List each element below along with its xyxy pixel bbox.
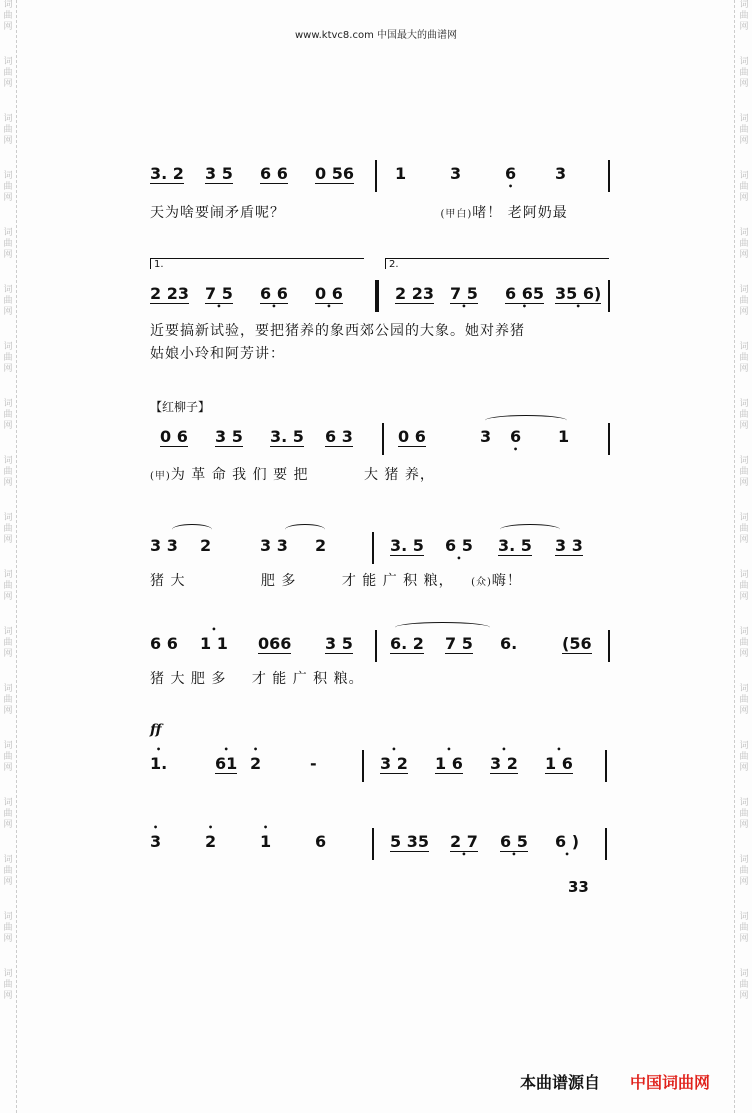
- left-dashed-rule: [16, 0, 18, 1113]
- note-group: (56: [562, 634, 592, 653]
- side-watermark: 词 曲 网: [3, 114, 13, 146]
- side-watermark: 词 曲 网: [3, 342, 13, 374]
- note-group: 3. 5: [498, 536, 532, 555]
- note-group: • 1 6: [545, 754, 573, 774]
- note: • 1.: [150, 754, 167, 773]
- barline: [608, 160, 610, 192]
- barline: [372, 532, 374, 564]
- right-watermark-strip: [738, 0, 750, 1113]
- staff-line-5: [150, 630, 610, 664]
- note: 3: [555, 164, 567, 183]
- side-watermark: 词 曲 网: [3, 228, 13, 260]
- note: 2: [200, 536, 212, 555]
- lyric-text: 猪 大 肥 多: [150, 671, 227, 687]
- staff-line-3: [150, 423, 610, 457]
- slur: [485, 415, 567, 426]
- speaker-tag: (甲白): [440, 209, 473, 220]
- side-watermark: 词 曲 网: [3, 171, 13, 203]
- note-group: 3 5: [325, 634, 353, 653]
- side-watermark: 词 曲 网: [3, 627, 13, 659]
- note: 6 ) •: [555, 832, 579, 851]
- site-name[interactable]: 中国词曲网: [630, 1073, 711, 1092]
- lyric-text: 肥 多: [260, 573, 297, 589]
- note-group: 7 5 •: [205, 284, 233, 304]
- lyric-line: [150, 464, 435, 484]
- note: 2: [315, 536, 327, 555]
- lyric-text: 啫！ 老阿奶最: [472, 205, 568, 221]
- staff-line-1: [150, 160, 610, 194]
- note: 3: [450, 164, 462, 183]
- dynamic-marking: ff: [150, 722, 162, 738]
- lyric-text: 才 能 广 积 粮。: [251, 671, 364, 687]
- side-watermark: 词 曲 网: [3, 513, 13, 545]
- dash: -: [310, 754, 317, 773]
- side-watermark: 词 曲 网: [739, 513, 749, 545]
- side-watermark: 词 曲 网: [739, 57, 749, 89]
- note-group: • 3 2: [490, 754, 518, 774]
- lyric-line: [150, 202, 568, 222]
- note: 1: [395, 164, 407, 183]
- right-dashed-rule: [734, 0, 736, 1113]
- side-watermark: 词 曲 网: [739, 969, 749, 1001]
- note-group: • 1 1: [200, 634, 228, 653]
- note: 3: [480, 427, 492, 446]
- lyric-text: 为 革 命 我 们 要 把: [170, 467, 309, 483]
- note: • 2: [205, 832, 216, 851]
- note-group: 6 65 •: [505, 284, 544, 304]
- side-watermark: 词 曲 网: [739, 855, 749, 887]
- volta-2: 2.: [385, 258, 609, 269]
- staff-line-7: [150, 828, 610, 862]
- note-group: • 3 2: [380, 754, 408, 774]
- side-watermark: 词 曲 网: [3, 0, 13, 32]
- note-group: 35 6) •: [555, 284, 601, 304]
- slur: [500, 524, 560, 535]
- note-group: • 61: [215, 754, 237, 774]
- note: 6 •: [505, 164, 516, 183]
- note-group: 0 6: [160, 427, 188, 446]
- lyric-text: 嗨！: [491, 573, 522, 589]
- barline: [605, 750, 607, 782]
- staff-line-6: [150, 750, 610, 784]
- slur: [395, 622, 490, 633]
- note-group: 3 5: [215, 427, 243, 446]
- note: 6.: [500, 634, 518, 653]
- note-group: 7 5 •: [450, 284, 478, 304]
- left-watermark-strip: [2, 0, 14, 1113]
- barline: [382, 423, 384, 455]
- side-watermark: 词 曲 网: [3, 399, 13, 431]
- side-watermark: 词 曲 网: [3, 741, 13, 773]
- side-watermark: 词 曲 网: [739, 912, 749, 944]
- lyric-line: 近要搞新试验，要把猪养的象西郊公园的大象。她对养猪: [150, 323, 525, 339]
- side-watermark: 词 曲 网: [3, 969, 13, 1001]
- barline: [608, 630, 610, 662]
- side-watermark: 词 曲 网: [3, 285, 13, 317]
- note-group: 3. 2: [150, 164, 184, 183]
- repeat-barline: [375, 280, 379, 312]
- side-watermark: 词 曲 网: [3, 57, 13, 89]
- lyric-line: [150, 668, 364, 688]
- side-watermark: 词 曲 网: [739, 114, 749, 146]
- note-group: 6 5 •: [445, 536, 473, 555]
- side-watermark: 词 曲 网: [739, 399, 749, 431]
- note-group: 3. 5: [390, 536, 424, 555]
- lyric-text: 才 能 广 积 粮，: [341, 573, 454, 589]
- note-group: 2 23: [395, 284, 434, 303]
- side-watermark: 词 曲 网: [739, 171, 749, 203]
- side-watermark: 词 曲 网: [739, 798, 749, 830]
- barline: [375, 160, 377, 192]
- note: 1: [558, 427, 570, 446]
- lyric-text: 大 猪 养，: [363, 467, 435, 483]
- speaker-tag: (甲): [150, 471, 171, 482]
- barline: [372, 828, 374, 860]
- note-group: 3 3: [260, 536, 288, 555]
- side-watermark: 词 曲 网: [3, 570, 13, 602]
- side-watermark: 词 曲 网: [3, 456, 13, 488]
- staff-line-2: [150, 280, 610, 314]
- note: 6 •: [510, 427, 521, 446]
- side-watermark: 词 曲 网: [3, 855, 13, 887]
- note-group: 3. 5: [270, 427, 304, 446]
- side-watermark: 词 曲 网: [739, 627, 749, 659]
- note: • 2: [250, 754, 261, 773]
- note-group: 6 3: [325, 427, 353, 446]
- note-group: 6 6 •: [260, 284, 288, 304]
- note: 6: [315, 832, 327, 851]
- source-label: 本曲谱源自: [520, 1073, 601, 1092]
- note-group: 0 6 •: [315, 284, 343, 304]
- note-group: 6 6: [150, 634, 178, 653]
- side-watermark: 词 曲 网: [3, 798, 13, 830]
- note-group: 0 56: [315, 164, 354, 183]
- side-watermark: 词 曲 网: [739, 741, 749, 773]
- side-watermark: 词 曲 网: [739, 228, 749, 260]
- note-group: 066: [258, 634, 292, 653]
- staff-line-4: [150, 532, 610, 566]
- note-group: 7 5: [445, 634, 473, 653]
- note-group: 2 7 •: [450, 832, 478, 852]
- slur: [285, 524, 325, 535]
- note-group: 3 3: [555, 536, 583, 555]
- note-group: 5 35: [390, 832, 429, 851]
- lyric-line: [150, 570, 522, 590]
- side-watermark: 词 曲 网: [739, 342, 749, 374]
- note-group: 0 6: [398, 427, 426, 446]
- note-group: 3 3: [150, 536, 178, 555]
- tune-label: 【红柳子】: [150, 400, 211, 414]
- lyric-text: 天为啥要闹矛盾呢？: [150, 205, 285, 221]
- barline: [608, 423, 610, 455]
- lyric-line: 姑娘小玲和阿芳讲：: [150, 346, 285, 362]
- side-watermark: 词 曲 网: [739, 684, 749, 716]
- side-watermark: 词 曲 网: [3, 684, 13, 716]
- volta-1: 1.: [150, 258, 364, 269]
- note: • 1: [260, 832, 271, 851]
- barline: [375, 630, 377, 662]
- note-group: 6. 2: [390, 634, 424, 653]
- note-group: 6 6: [260, 164, 288, 183]
- lyric-text: 猪 大: [150, 573, 186, 589]
- note-group: 3 5: [205, 164, 233, 183]
- note-group: 2 23: [150, 284, 189, 303]
- side-watermark: 词 曲 网: [739, 570, 749, 602]
- page-number: 33: [568, 878, 589, 896]
- side-watermark: 词 曲 网: [739, 285, 749, 317]
- slur: [172, 524, 212, 535]
- site-header: www.ktvc8.com 中国最大的曲谱网: [294, 30, 457, 41]
- note-group: 6 5 •: [500, 832, 528, 852]
- side-watermark: 词 曲 网: [3, 912, 13, 944]
- note-group: • 1 6: [435, 754, 463, 774]
- speaker-tag: (众): [471, 577, 492, 588]
- barline: [608, 280, 610, 312]
- barline: [362, 750, 364, 782]
- side-watermark: 词 曲 网: [739, 0, 749, 32]
- note: • 3: [150, 832, 161, 851]
- side-watermark: 词 曲 网: [739, 456, 749, 488]
- barline: [605, 828, 607, 860]
